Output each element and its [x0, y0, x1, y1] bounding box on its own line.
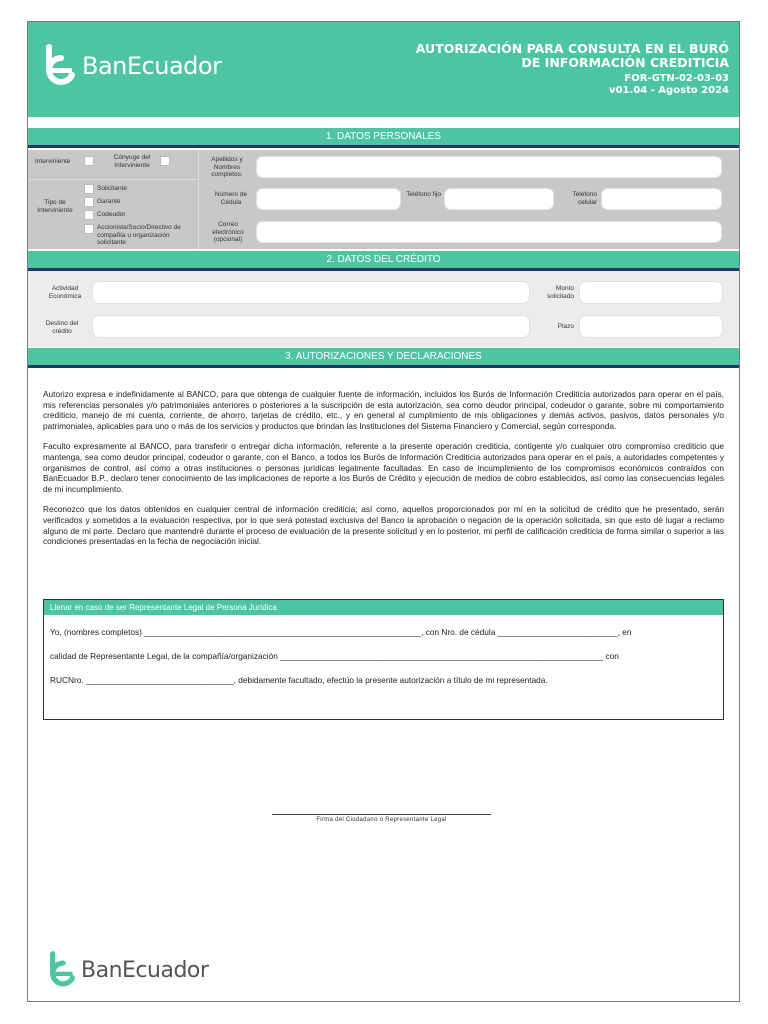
- brand-name: BanEcuador: [82, 52, 222, 80]
- footer-brand-name: BanEcuador: [81, 957, 209, 983]
- interviniente-label: Interviniente: [35, 158, 71, 165]
- rep-line-compania[interactable]: calidad de Representante Legal, de la compañía/organización ______________________________________________________________________ con: [50, 651, 619, 661]
- form-title-line1: AUTORIZACIÓN PARA CONSULTA EN EL BURÓ: [415, 41, 729, 56]
- apellidos-label: Apellidos y Nombres completos:: [211, 156, 243, 178]
- form-title-line2: DE INFORMACIÓN CREDITICIA: [521, 55, 729, 70]
- codeudor-label: Codeudor: [97, 211, 126, 218]
- legal-representative-box: [43, 599, 724, 720]
- declaration-paragraph-1: Autorizo expresa e indefinidamente al BANCO, para que obtenga de cualquier fuente de información, incluidos los Burós de Información Crediticia autorizados para operar en el país, mis referencias personales y/o patrimoniales anteriores o posteriores a la suscripción de esta autorización, sea como deudor principal, codeudor o garante, sobre mi comportamiento crediticio, manejo de mi cuenta, corriente, de ahorro, tarjetas de crédito, etc., y en general al cumplimiento de mis obligaciones y demás activos, pasivos, datos personales y/o patrimoniales, aplicables para uno o más de los servicios y productos que brindan las Instituciones del Sistema Financiero y Comercial, según corresponda.: [43, 389, 724, 431]
- header-band: [28, 22, 739, 117]
- actividad-field[interactable]: [92, 281, 530, 304]
- interviniente-checkbox[interactable]: [84, 156, 94, 166]
- signature-line[interactable]: [272, 814, 491, 815]
- rep-line-ruc[interactable]: RUCNro. ________________________________, debidamente facultado, efectúo la presente autorización a título de mi representada.: [50, 675, 548, 685]
- apellidos-field[interactable]: [256, 156, 722, 178]
- solicitante-checkbox[interactable]: [84, 184, 94, 194]
- conyuge-label: Cónyuge del Interviniente: [113, 154, 151, 169]
- footer-logo: [48, 951, 208, 989]
- destino-label: Destino del crédito: [45, 320, 79, 335]
- accionista-label: Accionista/Socio/Directivo de compañía u organización solicitante: [97, 224, 181, 246]
- telefono-celular-label: Teléfono celular: [572, 191, 597, 206]
- accionista-checkbox[interactable]: [84, 224, 94, 234]
- monto-label: Monto solicitado: [546, 285, 574, 300]
- telefono-fijo-field[interactable]: [444, 188, 554, 210]
- conyuge-checkbox[interactable]: [160, 156, 170, 166]
- destino-field[interactable]: [92, 315, 530, 338]
- plazo-label: Plazo: [557, 323, 574, 330]
- header-logo: [44, 44, 221, 88]
- banecuador-logo-icon: [44, 44, 78, 88]
- legal-representative-heading: Llenar en caso de ser Representante Legal de Persona Jurídica: [44, 600, 723, 615]
- signature-caption: Firma del Ciudadano o Representante Legal: [316, 817, 447, 823]
- declaration-paragraph-2: Faculto expresamente al BANCO, para transferir o entregar dicha información, referente a la presente operación crediticia, contigente y/o cualquier otro compromiso crediticio que mantenga, sea como deudor principal, codeudor o garante, con el Banco, a todos los Burós de Información Crediticia autorizados para operar en el país, a autoridades competentes y organismos de control, así como a otras instituciones o personas jurídicas legalmente facultadas. En caso de incumplimiento de los compromisos económicos contraídos con BanEcuador B.P., declaro tener conocimiento de las implicaciones de reporte a los Burós de Crédito y ejecución de medios de cobro establecidos, así como las consecuencias legales de mi incumplimiento.: [43, 441, 724, 494]
- banecuador-footer-logo-icon: [48, 951, 78, 989]
- telefono-fijo-label: Teléfono fijo: [406, 191, 441, 198]
- codeudor-checkbox[interactable]: [84, 210, 94, 220]
- form-version: v01.04 - Agosto 2024: [609, 85, 729, 96]
- actividad-label: Actividad Económica: [48, 285, 82, 300]
- header-title-block: [416, 42, 729, 97]
- form-page: [27, 21, 740, 1002]
- section-authorizations-bar: 3. AUTORIZACIONES Y DECLARACIONES: [28, 348, 739, 368]
- section-credit-data-bar: 2. DATOS DEL CRÉDITO: [28, 251, 739, 271]
- correo-label: Correo electrónico (opcional): [212, 221, 244, 243]
- rep-line-nombres[interactable]: Yo, (nombres completos) ____________________________________________________________, con Nro. de cédula __________________________, en: [50, 627, 632, 637]
- garante-label: Garante: [97, 198, 121, 205]
- cedula-label: Número de Cédula: [214, 191, 248, 206]
- plazo-field[interactable]: [579, 315, 723, 338]
- declarations-text: [43, 389, 724, 557]
- garante-checkbox[interactable]: [84, 197, 94, 207]
- declaration-paragraph-3: Reconozco que los datos obtenidos en cualquier central de información crediticia; así como, aquellos proporcionados por mí en la solicitud de crédito que he presentado, serán verificados y sometidos a la evaluación respectiva, por lo que será potestad exclusiva del Banco la aprobación o negación de la operación solicitada, sin que esto dé lugar a reclamo alguno de mi parte. Declaro que mantendré durante el proceso de evaluación de la presente solicitud y en lo posterior, mi perfil de calificación crediticia de forma similar o superior a las condiciones presentadas en la fecha de negociación inicial.: [43, 504, 724, 547]
- cedula-field[interactable]: [256, 188, 401, 210]
- monto-field[interactable]: [579, 281, 723, 304]
- credit-data-panel: [28, 271, 739, 347]
- solicitante-label: Solicitante: [97, 185, 127, 192]
- section-personal-data-bar: 1. DATOS PERSONALES: [28, 128, 739, 148]
- telefono-celular-field[interactable]: [601, 188, 722, 210]
- correo-field[interactable]: [256, 221, 722, 243]
- form-code: FOR-GTN-02-03-03: [624, 73, 729, 84]
- tipo-interviniente-label: Tipo de Interviniente: [37, 199, 73, 214]
- personal-data-panel: [28, 150, 739, 249]
